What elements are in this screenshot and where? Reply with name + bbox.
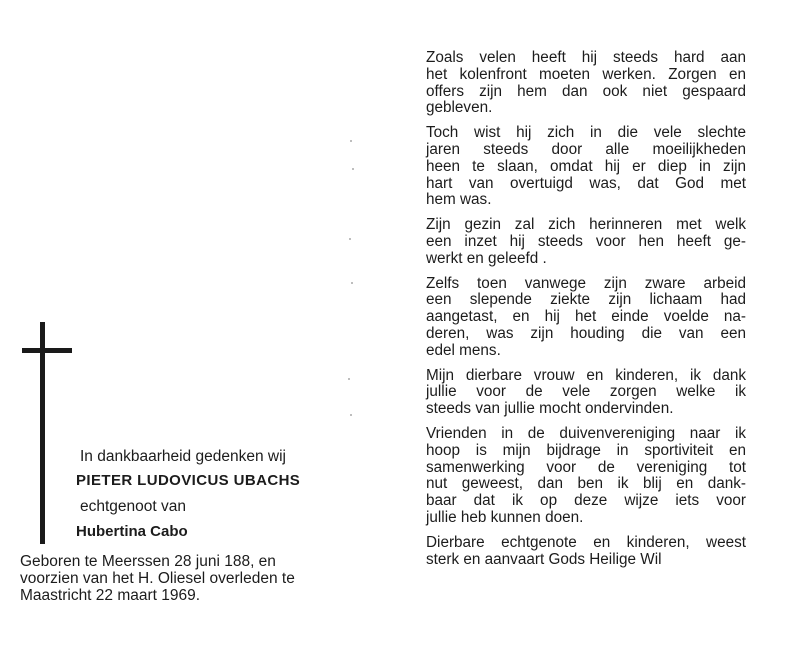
paragraph-line: een slepende ziekte zijn lichaam had [426, 291, 746, 309]
paragraph [426, 368, 746, 418]
spouse-label: echtgenoot van [80, 498, 187, 515]
paragraph-line: offers zijn hem dan ook niet gespaard [426, 82, 746, 100]
paragraph-line: een inzet hij steeds voor hen heeft ge- [426, 232, 746, 250]
paragraph [426, 217, 746, 267]
paragraph-line: jaren steeds door alle moeilijkheden [426, 140, 746, 158]
paragraph-line: nut geweest, dan ben ik blij en dank- [426, 475, 746, 493]
cross-icon [40, 322, 45, 544]
paragraph-line: hart van overtuigd was, dat God met [426, 174, 746, 192]
paragraph-line: het kolenfront moeten werken. Zorgen en [426, 65, 746, 83]
paragraph-line: Zelfs toen vanwege zijn zware arbeid [426, 274, 746, 292]
paragraph-line: hoop is mijn bijdrage in sportiviteit en [426, 441, 746, 459]
birth-line: Maastricht 22 maart 1969. [20, 587, 201, 604]
memorial-text [426, 50, 746, 576]
cross-icon-bar [22, 348, 72, 353]
paragraph-line: Mijn dierbare vrouw en kinderen, ik dank [426, 366, 746, 384]
paragraph [426, 535, 746, 569]
paragraph [426, 125, 746, 209]
paragraph-line: edel mens. [426, 341, 501, 359]
paragraph-line: hem was. [426, 191, 492, 209]
deceased-name: PIETER LUDOVICUS UBACHS [76, 472, 301, 489]
paragraph-line: baar dat ik op deze wijze iets voor [426, 492, 746, 510]
paragraph-line: deren, was zijn houding die van een [426, 324, 746, 342]
paragraph-line: Toch wist hij zich in die vele slechte [426, 124, 746, 142]
birth-line: voorzien van het H. Oliesel overleden te [20, 570, 295, 587]
paragraph [426, 426, 746, 527]
paragraph-line: werkt en geleefd . [426, 249, 547, 267]
paragraph-line: jullie heb kunnen doen. [426, 508, 584, 526]
birth-line: Geboren te Meerssen 28 juni 188, en [20, 553, 276, 570]
birth-death-details [20, 553, 350, 604]
paragraph-line: jullie voor de vele zorgen welke ik [426, 383, 746, 401]
paragraph [426, 276, 746, 360]
paragraph-line: gebleven. [426, 99, 493, 117]
paragraph [426, 50, 746, 117]
paragraph-line: aangetast, en hij het einde voelde na- [426, 308, 746, 326]
paragraph-line: heen te slaan, omdat hij er diep in zijn [426, 157, 746, 175]
paragraph-line: steeds van jullie mocht ondervinden. [426, 400, 674, 418]
paragraph-line: Zijn gezin zal zich herinneren met welk [426, 216, 746, 234]
paragraph-line: Dierbare echtgenote en kinderen, weest [426, 533, 746, 551]
paragraph-line: sterk en aanvaart Gods Heilige Wil [426, 550, 662, 568]
spouse-name: Hubertina Cabo [76, 523, 188, 540]
intro-text: In dankbaarheid gedenken wij [80, 448, 286, 465]
paragraph-line: Vrienden in de duivenvereniging naar ik [426, 424, 746, 442]
paragraph-line: samenwerking voor de vereniging tot [426, 458, 746, 476]
paragraph-line: Zoals velen heeft hij steeds hard aan [426, 49, 746, 66]
